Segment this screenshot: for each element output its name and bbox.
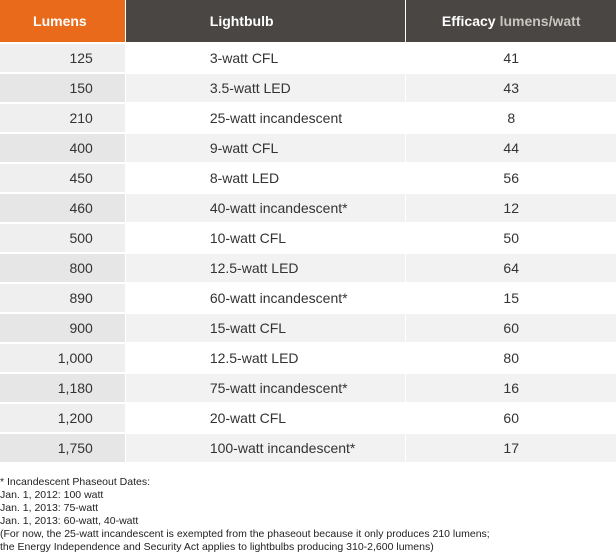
cell-lightbulb: 12.5-watt LED [126,254,406,282]
table-row [0,224,616,252]
table-header [0,0,616,42]
header-efficacy-unit: lumens/watt [499,13,581,29]
table-row [0,314,616,342]
cell-lightbulb: 75-watt incandescent* [126,374,406,402]
cell-lumens: 1,000 [0,344,125,372]
cell-efficacy: 56 [406,164,616,192]
cell-lightbulb: 8-watt LED [126,164,406,192]
cell-efficacy: 50 [406,224,616,252]
table-row [0,44,616,72]
table-row [0,404,616,432]
header-efficacy [406,0,616,42]
cell-lumens: 150 [0,74,125,102]
cell-lumens: 1,750 [0,434,125,462]
header-lightbulb [126,0,406,42]
table-row [0,254,616,282]
cell-lightbulb: 3.5-watt LED [126,74,406,102]
table-row [0,134,616,162]
footnote-line: the Energy Independence and Security Act applies to lightbulbs producing 310-2,600 lumens) [0,541,434,553]
table-body [0,44,616,462]
cell-lumens: 400 [0,134,125,162]
cell-efficacy: 60 [406,404,616,432]
cell-lightbulb: 3-watt CFL [126,44,406,72]
table-row [0,434,616,462]
header-lumens [0,0,125,42]
footnote-line: * Incandescent Phaseout Dates: [0,476,151,488]
cell-lightbulb: 12.5-watt LED [126,344,406,372]
table-row [0,194,616,222]
cell-lumens: 1,200 [0,404,125,432]
footnote-line: Jan. 1, 2013: 75-watt [0,502,99,514]
cell-lumens: 460 [0,194,125,222]
cell-efficacy: 8 [406,104,616,132]
table-row [0,374,616,402]
cell-lumens: 800 [0,254,125,282]
table-row [0,74,616,102]
cell-lightbulb: 25-watt incandescent [126,104,406,132]
cell-lumens: 500 [0,224,125,252]
cell-lumens: 890 [0,284,125,312]
footnotes [0,476,616,554]
footnote-line: Jan. 1, 2013: 60-watt, 40-watt [0,515,139,527]
cell-efficacy: 44 [406,134,616,162]
table-row [0,284,616,312]
table-row [0,344,616,372]
header-lightbulb-label: Lightbulb [209,13,274,29]
cell-lumens: 1,180 [0,374,125,402]
table-row [0,164,616,192]
table-row [0,104,616,132]
cell-lumens: 125 [0,44,125,72]
footnote-line: Jan. 1, 2012: 100 watt [0,489,104,501]
cell-lumens: 450 [0,164,125,192]
cell-lumens: 900 [0,314,125,342]
cell-efficacy: 43 [406,74,616,102]
cell-efficacy: 12 [406,194,616,222]
cell-efficacy: 16 [406,374,616,402]
cell-efficacy: 64 [406,254,616,282]
cell-efficacy: 15 [406,284,616,312]
cell-lightbulb: 20-watt CFL [126,404,406,432]
cell-efficacy: 41 [406,44,616,72]
cell-lightbulb: 10-watt CFL [126,224,406,252]
cell-efficacy: 60 [406,314,616,342]
header-lumens-label: Lumens [33,13,87,29]
cell-lightbulb: 100-watt incandescent* [126,434,406,462]
cell-lightbulb: 9-watt CFL [126,134,406,162]
header-efficacy-label: Efficacy [441,13,496,29]
cell-lightbulb: 40-watt incandescent* [126,194,406,222]
cell-lightbulb: 15-watt CFL [126,314,406,342]
cell-efficacy: 80 [406,344,616,372]
cell-lightbulb: 60-watt incandescent* [126,284,406,312]
cell-lumens: 210 [0,104,125,132]
footnote-line: (For now, the 25-watt incandescent is exempted from the phaseout because it only produces 210 lumens; [0,528,490,540]
cell-efficacy: 17 [406,434,616,462]
